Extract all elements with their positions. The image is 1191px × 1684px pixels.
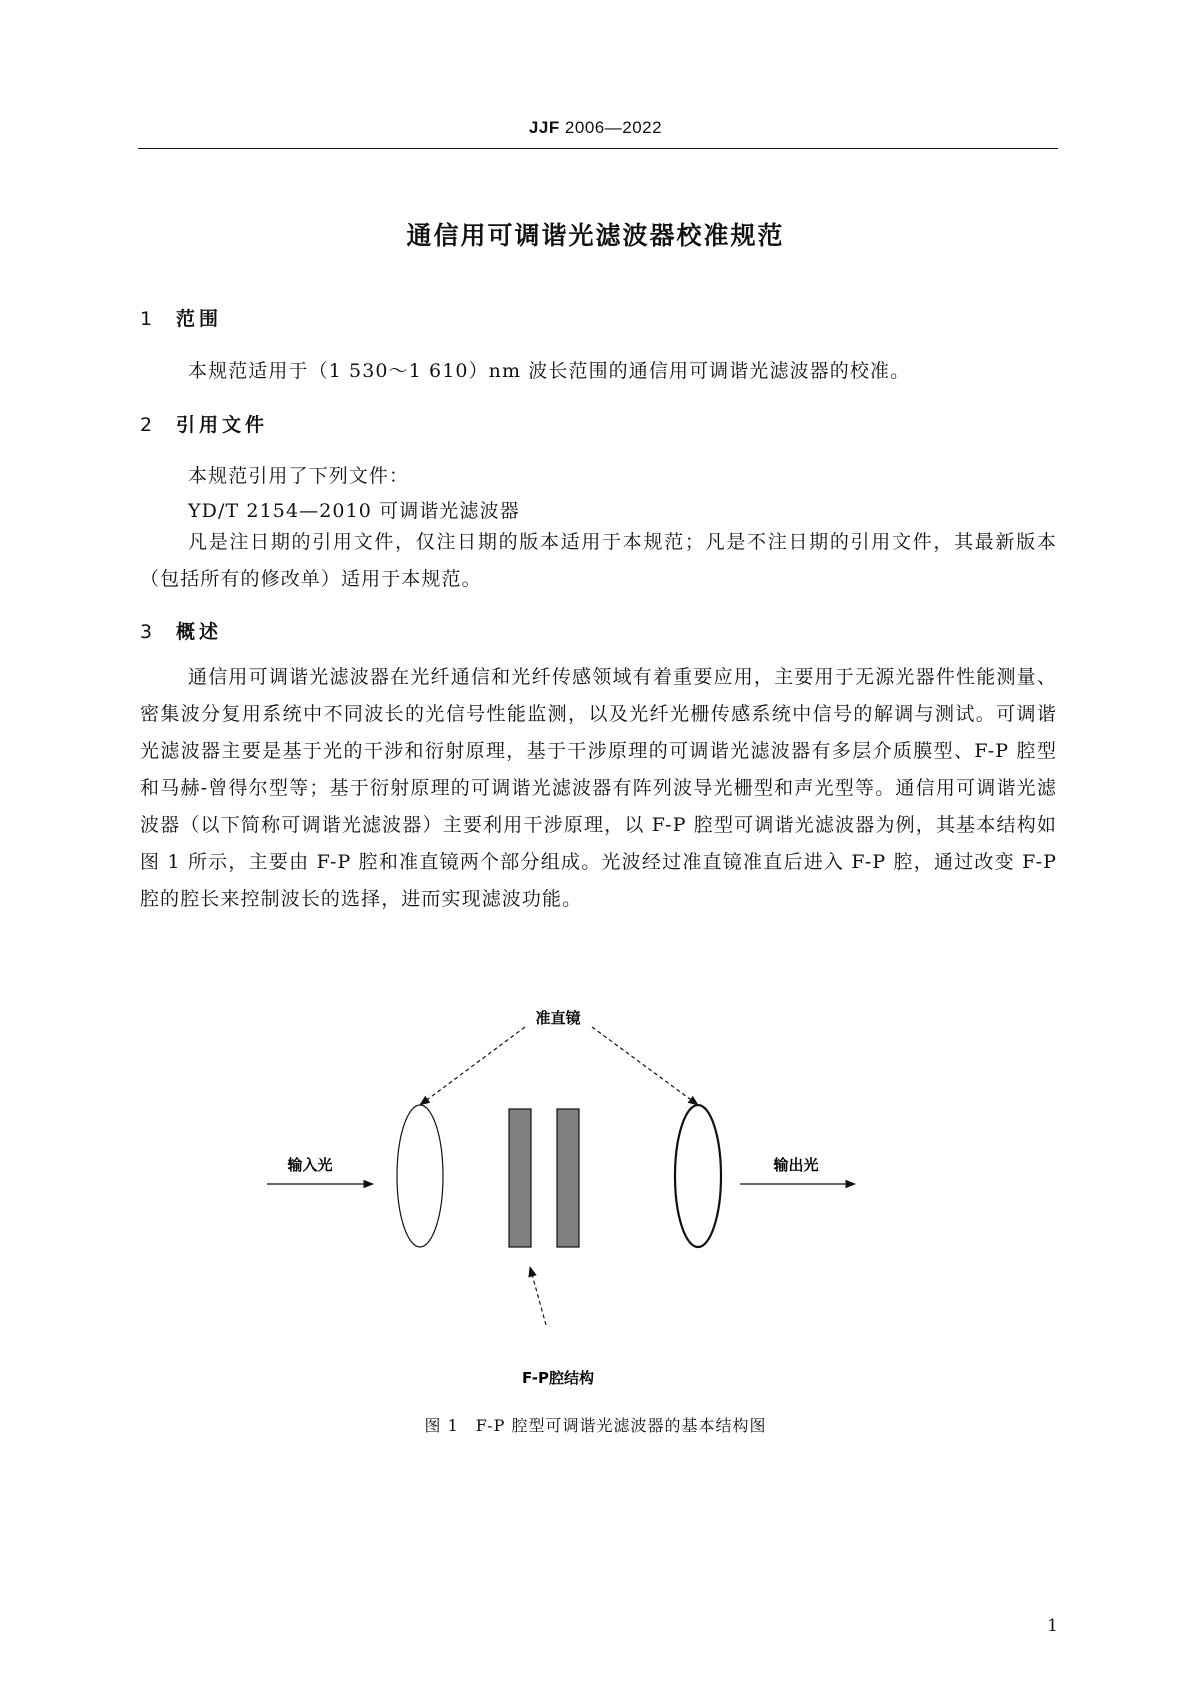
collimator-pointer-left — [420, 1027, 525, 1105]
section-number: 3 — [140, 621, 153, 643]
section-1-paragraph: 本规范适用于（1 530～1 610）nm 波长范围的通信用可调谐光滤波器的校准。 — [188, 360, 911, 382]
fp-mirror-left — [509, 1109, 531, 1247]
label-fp-structure: F-P腔结构 — [521, 1369, 595, 1387]
label-input-light: 输入光 — [287, 1156, 333, 1174]
section-2-reference-item: YD/T 2154—2010 可调谐光滤波器 — [188, 500, 520, 522]
section-2-heading — [140, 410, 268, 437]
section-number: 1 — [140, 308, 153, 330]
section-title: 概述 — [176, 621, 223, 643]
fp-mirror-right — [557, 1109, 579, 1247]
section-title: 范围 — [176, 308, 223, 330]
label-collimator: 准直镜 — [535, 1009, 581, 1027]
figure-1 — [240, 1005, 960, 1415]
header-standard-code — [0, 118, 1191, 138]
section-title: 引用文件 — [176, 414, 269, 436]
section-1-heading — [140, 304, 222, 331]
section-number: 2 — [140, 414, 153, 436]
section-2-paragraph-dated-refs: 凡是注日期的引用文件，仅注日期的版本适用于本规范；凡是不注日期的引用文件，其最新版本（包括所有的修改单）适用于本规范。 — [140, 531, 1057, 590]
fp-structure-pointer — [530, 1267, 546, 1325]
section-3-heading — [140, 617, 222, 644]
section-3-paragraph: 通信用可调谐光滤波器在光纤通信和光纤传感领域有着重要应用，主要用于无源光器件性能测量、密集波分复用系统中不同波长的光信号性能监测，以及光纤光栅传感系统中信号的解调与测试。可调谐光滤波器主要是基于光的干涉和衍射原理，基于干涉原理的可调谐光滤波器有多层介质膜型、F-P 腔型和马赫-曾得尔型等；基于衍射原理的可调谐光滤波器有阵列波导光栅型和声光型等。通信用可调谐光滤波器（以下简称可调谐光滤波器）主要利用干涉原理，以 F-P 腔型可调谐光滤波器为例，其基本结构如图 1 所示，主要由 F-P 腔和准直镜两个部分组成。光波经过准直镜准直后进入 F-P 腔，通过改变 F-P 腔的腔长来控制波长的选择，进而实现滤波功能。 — [140, 666, 1057, 910]
figure-1-caption: 图 1 F-P 腔型可调谐光滤波器的基本结构图 — [424, 1416, 767, 1435]
section-2-paragraph-intro: 本规范引用了下列文件： — [188, 465, 410, 487]
collimator-pointer-right — [592, 1027, 698, 1105]
fp-cavity-diagram — [240, 1005, 960, 1415]
output-collimator-lens — [675, 1105, 721, 1247]
page-number: 1 — [1047, 1616, 1058, 1636]
document-title: 通信用可调谐光滤波器校准规范 — [406, 221, 785, 250]
input-collimator-lens — [397, 1105, 443, 1247]
label-output-light: 输出光 — [773, 1156, 819, 1174]
header-code-number: 2006—2022 — [559, 118, 663, 137]
header-code-prefix: JJF — [528, 118, 560, 137]
header-rule — [138, 148, 1058, 149]
